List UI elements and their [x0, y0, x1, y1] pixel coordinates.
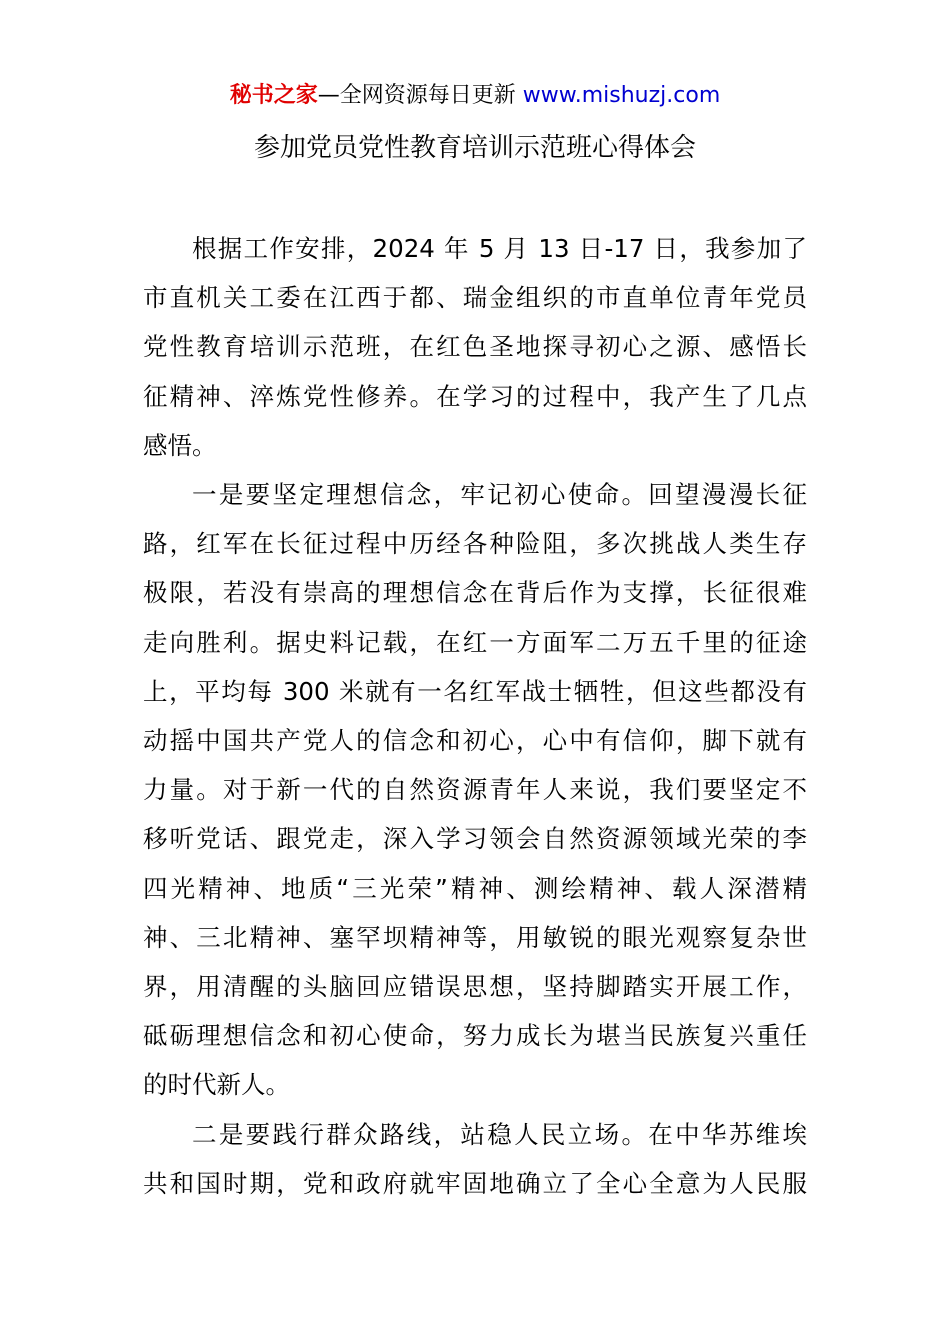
paragraph-line: 动摇中国共产党人的信念和初心，心中有信仰，脚下就有 — [143, 726, 807, 756]
paragraph-line: 力量。对于新一代的自然资源青年人来说，我们要坚定不 — [143, 775, 807, 805]
site-banner — [0, 80, 950, 112]
document-body — [143, 224, 807, 1208]
site-url[interactable]: www.mishuzj.com — [522, 83, 721, 108]
paragraph-2 — [143, 470, 807, 1110]
paragraph-3 — [143, 1110, 807, 1208]
brand-name: 秘书之家 — [229, 83, 318, 108]
paragraph-line: 神、三北精神、塞罕坝精神等，用敏锐的眼光观察复杂世 — [143, 922, 807, 952]
paragraph-line: 感悟。 — [143, 430, 217, 460]
paragraph-line: 征精神、淬炼党性修养。在学习的过程中，我产生了几点 — [143, 381, 807, 411]
paragraph-line: 极限，若没有崇高的理想信念在背后作为支撑，长征很难 — [143, 578, 807, 608]
paragraph-line: 的时代新人。 — [143, 1070, 290, 1100]
paragraph-line: 四光精神、地质“三光荣”精神、测绘精神、载人深潜精 — [143, 873, 807, 903]
paragraph-line: 砥砺理想信念和初心使命，努力成长为堪当民族复兴重任 — [143, 1021, 807, 1051]
paragraph-line: 一是要坚定理想信念，牢记初心使命。回望漫漫长征 — [192, 480, 807, 510]
paragraph-1 — [143, 224, 807, 470]
paragraph-line: 走向胜利。据史料记载，在红一方面军二万五千里的征途 — [143, 627, 807, 657]
banner-tagline: —全网资源每日更新 — [317, 83, 523, 108]
document-title: 参加党员党性教育培训示范班心得体会 — [253, 133, 696, 163]
paragraph-line: 界，用清醒的头脑回应错误思想，坚持脚踏实开展工作， — [143, 972, 807, 1002]
paragraph-line: 根据工作安排，2024 年 5 月 13 日-17 日，我参加了 — [192, 234, 807, 263]
paragraph-line: 市直机关工委在江西于都、瑞金组织的市直单位青年党员 — [143, 283, 807, 313]
paragraph-line: 共和国时期，党和政府就牢固地确立了全心全意为人民服 — [143, 1168, 807, 1198]
paragraph-line: 路，红军在长征过程中历经各种险阻，多次挑战人类生存 — [143, 529, 807, 559]
paragraph-line: 移听党话、跟党走，深入学习领会自然资源领域光荣的李 — [143, 824, 807, 854]
paragraph-line: 党性教育培训示范班，在红色圣地探寻初心之源、感悟长 — [143, 332, 807, 362]
paragraph-line: 上，平均每 300 米就有一名红军战士牺牲，但这些都没有 — [143, 676, 807, 706]
paragraph-line: 二是要践行群众路线，站稳人民立场。在中华苏维埃 — [192, 1119, 807, 1149]
